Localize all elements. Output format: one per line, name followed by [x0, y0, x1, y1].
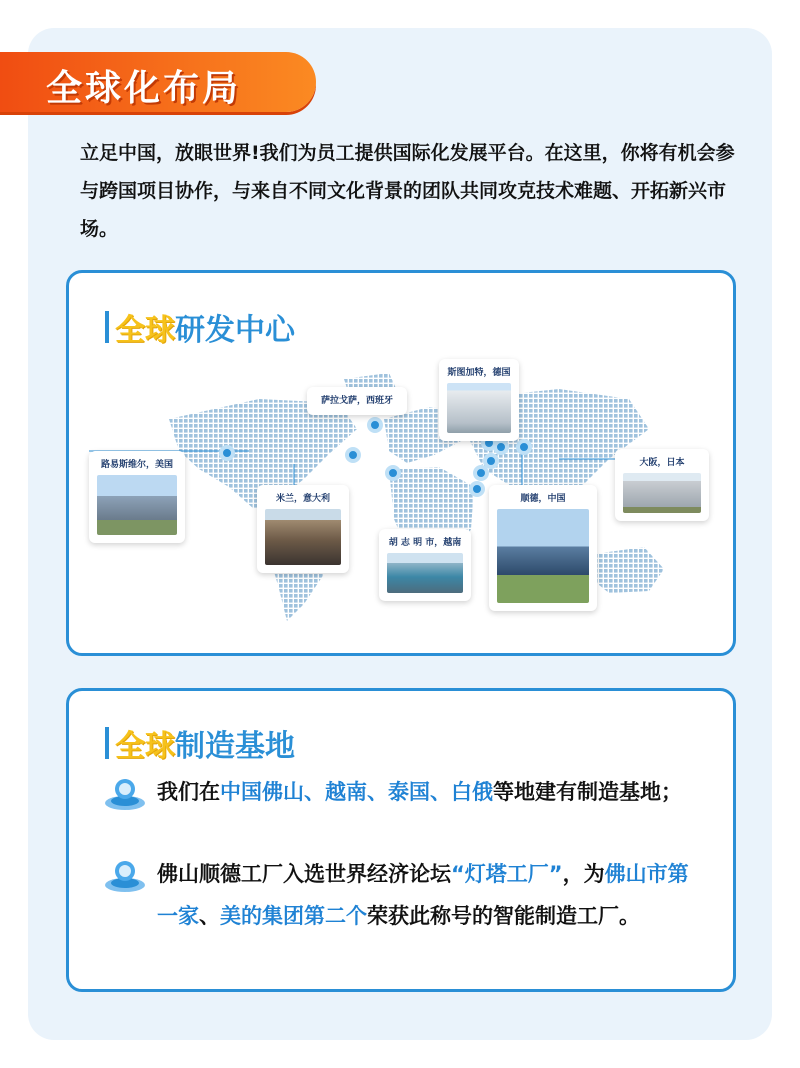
title-bar [105, 311, 109, 343]
building-photo [623, 473, 701, 513]
location-osaka [615, 449, 709, 521]
factory-badge-icon [103, 775, 147, 811]
rd-title-highlight: 全球 [115, 313, 175, 348]
bullet2-post: 荣获此称号的智能制造工厂。 [367, 904, 640, 928]
location-label: 米兰，意大利 [275, 494, 330, 504]
mfg-card-title [105, 721, 295, 765]
building-photo [97, 475, 177, 535]
bullet1-locations: 中国佛山、越南、泰国、白俄 [220, 780, 493, 804]
building-photo [497, 509, 589, 603]
location-milan [257, 485, 349, 573]
mfg-title-highlight: 全球 [115, 729, 175, 764]
world-map [89, 359, 713, 633]
location-label: 胡 志 明 市，越南 [388, 538, 462, 548]
location-ho-chi-minh [379, 529, 471, 601]
building-photo [265, 509, 341, 565]
location-shunde [489, 485, 597, 611]
section-header [0, 52, 316, 112]
bullet2-mid: ，为 [562, 862, 605, 886]
location-louisville [89, 451, 185, 543]
location-label: 顺德，中国 [520, 494, 566, 504]
location-label: 大阪，日本 [639, 458, 685, 468]
bullet2-pre: 佛山顺德工厂入选世界经济论坛 [157, 862, 451, 886]
rd-title-rest: 研发中心 [175, 313, 295, 348]
intro-paragraph: 立足中国，放眼世界!我们为员工提供国际化发展平台。在这里，你将有机会参与跨国项目协作，与来自不同文化背景的团队共同攻克技术难题、开拓新兴市场。 [80, 142, 735, 240]
global-rd-card [66, 270, 736, 656]
mfg-title-rest: 制造基地 [175, 729, 295, 764]
title-bar [105, 727, 109, 759]
location-label: 斯图加特，德国 [447, 368, 511, 378]
bullet1-post: 等地建有制造基地； [493, 780, 682, 804]
bullet2-first-in-foshan: 佛山市第一家 [157, 862, 689, 928]
location-zaragoza [307, 387, 407, 415]
factory-badge-icon [103, 857, 147, 893]
rd-card-title [105, 305, 295, 349]
location-stuttgart [439, 359, 519, 441]
building-photo [387, 553, 463, 593]
bullet2-lighthouse: “灯塔工厂” [451, 862, 563, 886]
section-title: 全球化布局 [46, 68, 242, 109]
bullet2-mid2: 、 [199, 904, 220, 928]
location-label: 路易斯维尔，美国 [100, 460, 173, 470]
building-photo [447, 383, 511, 433]
manufacturing-bullet-2 [103, 853, 703, 937]
manufacturing-bullet-1 [103, 771, 703, 813]
global-manufacturing-card [66, 688, 736, 992]
bullet2-second-in-midea: 美的集团第二个 [220, 904, 367, 928]
bullet1-pre: 我们在 [157, 780, 220, 804]
location-label: 萨拉戈萨，西班牙 [320, 396, 393, 406]
